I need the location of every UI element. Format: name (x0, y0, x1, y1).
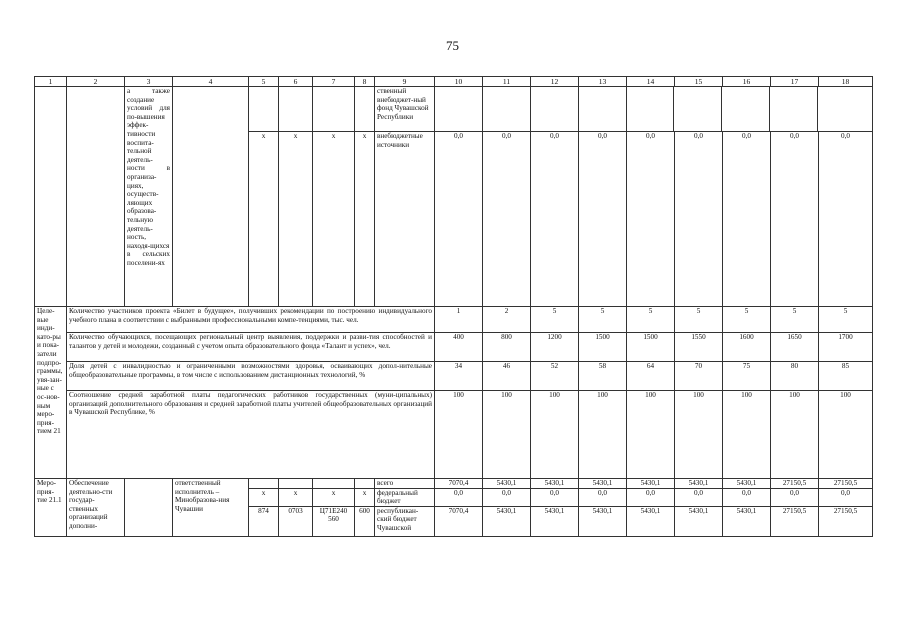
cell-empty (313, 87, 355, 132)
code-cell: x (249, 488, 279, 506)
cell-empty (435, 87, 483, 131)
header-cell: 12 (531, 77, 579, 87)
header-cell: 2 (67, 77, 125, 87)
funding-source: внебюджетные источники (375, 132, 435, 307)
value-cell: 34 (435, 362, 483, 391)
value-cell: 100 (723, 391, 771, 479)
value-cell: 5 (675, 307, 723, 333)
value-cell: 1600 (723, 333, 771, 362)
value-cell: 1700 (819, 333, 873, 362)
value-cell: 27150,5 (819, 506, 873, 536)
value-cell: 5430,1 (483, 479, 531, 489)
funding-source: федеральный бюджет (375, 488, 435, 506)
cell-empty (249, 87, 279, 132)
value-cell: 0,0 (675, 132, 723, 307)
header-cell: 4 (173, 77, 249, 87)
value-cell: 5430,1 (579, 479, 627, 489)
cell-empty (355, 87, 375, 132)
funding-source: ственный внебюджет-ный фонд Чувашской Республики (375, 87, 435, 132)
value-cell: 100 (675, 391, 723, 479)
value-cell: 0,0 (483, 132, 531, 307)
cell-empty (173, 87, 249, 307)
value-cell: 7070,4 (435, 479, 483, 489)
value-cell: 1500 (627, 333, 675, 362)
measure-description-continued: а также создание условий для по-вышения эффек-тивности воспита-тельной деятель-ности в организа-циях, осуществ-ляющих образова-тельную деятель-ность, находя-щихся в сельских поселени-ях (125, 87, 173, 307)
measure-label: Меро-прия-тие 21.1 (35, 479, 67, 537)
value-cell: 100 (435, 391, 483, 479)
value-cell: 58 (579, 362, 627, 391)
value-cell: 1650 (771, 333, 819, 362)
value-cell: 100 (627, 391, 675, 479)
header-cell: 14 (627, 77, 675, 87)
cell-empty (674, 87, 722, 131)
value-cell: 5 (819, 307, 873, 333)
value-cell: 0,0 (819, 132, 873, 307)
value-cell: 5430,1 (675, 506, 723, 536)
value-cell: 64 (627, 362, 675, 391)
code-cell: x (313, 488, 355, 506)
value-cell: 1500 (579, 333, 627, 362)
header-cell: 7 (313, 77, 355, 87)
value-cell: 7070,4 (435, 506, 483, 536)
value-cell: 400 (435, 333, 483, 362)
value-cell: 5 (579, 307, 627, 333)
value-cell: 100 (483, 391, 531, 479)
code-cell: x (249, 132, 279, 307)
value-cell: 100 (579, 391, 627, 479)
code-cell: 600 (355, 506, 375, 536)
measure-name: Обеспечение деятельно-сти государ-ственных организаций дополни- (67, 479, 125, 537)
continuation-row (35, 87, 873, 132)
code-cell: 0703 (279, 506, 313, 536)
cell-empty (67, 87, 125, 307)
indicator-row (35, 307, 873, 333)
header-cell: 9 (375, 77, 435, 87)
indicator-row (35, 333, 873, 362)
value-cell: 5430,1 (627, 479, 675, 489)
cell-empty (435, 87, 873, 132)
value-cell: 5430,1 (627, 506, 675, 536)
header-cell: 18 (819, 77, 873, 87)
value-cell: 0,0 (771, 132, 819, 307)
cell-empty (769, 87, 817, 131)
value-cell: 100 (819, 391, 873, 479)
value-cell: 70 (675, 362, 723, 391)
indicator-text: Количество обучающихся, посещающих региональный центр выявления, поддержки и разви-тия способностей и талантов у детей и молодежи, созданный с учетом опыта образовательного фонда «Талант и успех», чел. (67, 333, 435, 362)
value-cell: 0,0 (531, 488, 579, 506)
code-cell: x (279, 488, 313, 506)
value-cell: 85 (819, 362, 873, 391)
value-cell: 80 (771, 362, 819, 391)
header-cell: 1 (35, 77, 67, 87)
value-cell: 0,0 (531, 132, 579, 307)
header-cell: 10 (435, 77, 483, 87)
value-cell: 5430,1 (723, 506, 771, 536)
code-cell: x (355, 488, 375, 506)
value-cell: 0,0 (675, 488, 723, 506)
value-cell: 5 (771, 307, 819, 333)
value-cell: 5 (531, 307, 579, 333)
header-row (35, 77, 873, 87)
value-cell: 27150,5 (771, 506, 819, 536)
value-subgrid (435, 87, 872, 131)
header-cell: 11 (483, 77, 531, 87)
value-cell: 0,0 (579, 132, 627, 307)
value-cell: 0,0 (723, 488, 771, 506)
code-cell: x (279, 132, 313, 307)
value-cell: 1200 (531, 333, 579, 362)
value-cell: 0,0 (627, 488, 675, 506)
value-cell: 0,0 (579, 488, 627, 506)
value-cell: 52 (531, 362, 579, 391)
value-cell: 5430,1 (675, 479, 723, 489)
value-cell: 5430,1 (723, 479, 771, 489)
value-cell: 0,0 (483, 488, 531, 506)
measure-executor: ответственный исполнитель – Минобразова-ния Чувашии (173, 479, 249, 537)
cell-empty (531, 87, 579, 131)
value-cell: 100 (531, 391, 579, 479)
cell-empty (483, 87, 531, 131)
code-cell: Ц71Е240 560 (313, 506, 355, 536)
value-cell: 5430,1 (531, 506, 579, 536)
value-cell: 27150,5 (771, 479, 819, 489)
value-cell: 46 (483, 362, 531, 391)
indicator-row (35, 362, 873, 391)
indicators-label: Целе-вые инди-като-ры и пока-затели подпро-граммы, увя-зан-ные с ос-нов-ным меро-прия-тием 21 (35, 307, 67, 479)
cell-empty (722, 87, 770, 131)
indicator-row (35, 391, 873, 479)
value-cell: 0,0 (723, 132, 771, 307)
value-cell: 5 (627, 307, 675, 333)
code-cell: x (313, 132, 355, 307)
header-cell: 3 (125, 77, 173, 87)
funding-source: всего (375, 479, 435, 489)
cell-empty (313, 479, 355, 489)
cell-empty (35, 87, 67, 307)
value-cell: 0,0 (819, 488, 873, 506)
value-cell: 0,0 (627, 132, 675, 307)
value-cell: 75 (723, 362, 771, 391)
value-cell: 1 (435, 307, 483, 333)
header-cell: 16 (723, 77, 771, 87)
header-cell: 13 (579, 77, 627, 87)
cell-empty (279, 479, 313, 489)
header-cell: 17 (771, 77, 819, 87)
value-cell: 800 (483, 333, 531, 362)
funding-source: республикан-ский бюджет Чувашской (375, 506, 435, 536)
code-cell: 874 (249, 506, 279, 536)
value-cell: 1550 (675, 333, 723, 362)
header-cell: 6 (279, 77, 313, 87)
indicator-text: Количество участников проекта «Билет в будущее», получивших рекомендации по построению индивидуального учебного плана в соответствии с выбранными профессиональными компе-тенциями, тыс. чел. (67, 307, 435, 333)
header-cell: 15 (675, 77, 723, 87)
code-cell: x (355, 132, 375, 307)
value-cell: 2 (483, 307, 531, 333)
budget-table (34, 76, 873, 537)
value-cell: 5 (723, 307, 771, 333)
value-cell: 0,0 (771, 488, 819, 506)
cell-empty (578, 87, 626, 131)
cell-empty (249, 479, 279, 489)
cell-empty (626, 87, 674, 131)
header-cell: 5 (249, 77, 279, 87)
cell-empty (817, 87, 872, 131)
cell-empty (355, 479, 375, 489)
value-cell: 27150,5 (819, 479, 873, 489)
value-cell: 5430,1 (531, 479, 579, 489)
value-cell: 5430,1 (483, 506, 531, 536)
value-cell: 0,0 (435, 488, 483, 506)
indicator-text: Соотношение средней заработной платы педагогических работников государственных (муни-ципальных) организаций дополнительного образования и средней заработной платы учителей общеобразовательных организаций в Чувашской Республике, % (67, 391, 435, 479)
value-cell: 100 (771, 391, 819, 479)
cell-empty (279, 87, 313, 132)
value-cell: 0,0 (435, 132, 483, 307)
indicator-text: Доля детей с инвалидностью и ограниченными возможностями здоровья, осваивающих допол-нительные общеобразовательные программы, в том числе с использованием дистанционных технологий, % (67, 362, 435, 391)
page-number: 75 (446, 38, 459, 53)
value-cell: 5430,1 (579, 506, 627, 536)
measure-row (35, 479, 873, 489)
cell-empty (125, 479, 173, 537)
header-cell: 8 (355, 77, 375, 87)
